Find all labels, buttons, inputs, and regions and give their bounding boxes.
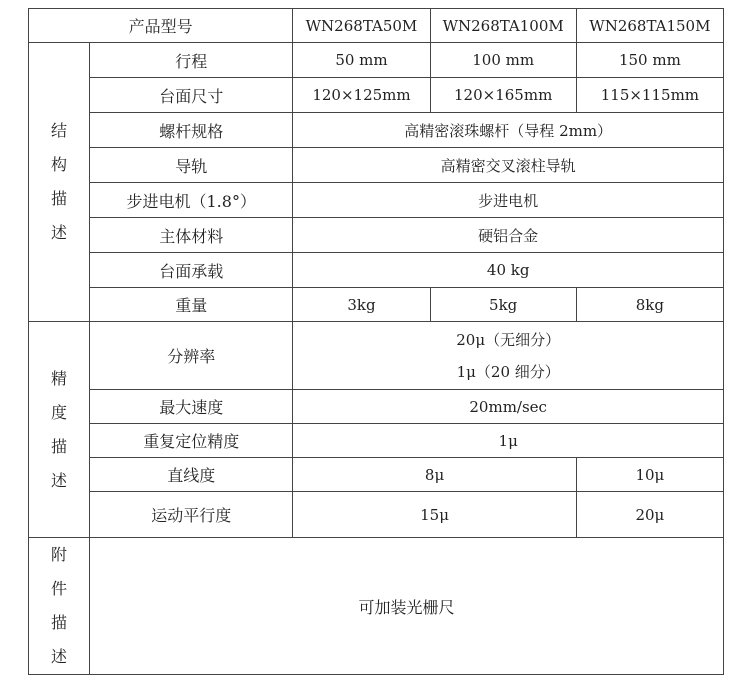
screw-row xyxy=(29,113,724,148)
accessory-row xyxy=(29,538,724,675)
resolution-row xyxy=(29,322,724,390)
motor-row xyxy=(29,183,724,218)
guide-value: 高精密交叉滚柱导轨 xyxy=(293,148,724,183)
header-row xyxy=(29,9,724,43)
table-size-value-150m: 115×115mm xyxy=(576,78,723,113)
structure-group-label: 结 构 描 述 xyxy=(29,43,90,322)
resolution-value-line2: 1μ（20 细分） xyxy=(456,362,560,381)
straightness-label: 直线度 xyxy=(90,458,293,492)
parallelism-value-50-100: 15μ xyxy=(293,492,576,538)
weight-value-100m: 5kg xyxy=(430,288,576,322)
model-100m: WN268TA100M xyxy=(430,9,576,43)
motor-label: 步进电机（1.8°） xyxy=(90,183,293,218)
load-value: 40 kg xyxy=(293,253,724,288)
precision-group-label: 精 度 描 述 xyxy=(29,322,90,538)
accessory-value: 可加装光栅尺 xyxy=(90,538,724,675)
max-speed-row xyxy=(29,390,724,424)
straightness-value-150m: 10μ xyxy=(576,458,723,492)
parallelism-row xyxy=(29,492,724,538)
stroke-value-50m: 50 mm xyxy=(293,43,430,78)
stroke-label: 行程 xyxy=(90,43,293,78)
stroke-row xyxy=(29,43,724,78)
weight-row xyxy=(29,288,724,322)
material-label: 主体材料 xyxy=(90,218,293,253)
table-size-value-50m: 120×125mm xyxy=(293,78,430,113)
table-size-label: 台面尺寸 xyxy=(90,78,293,113)
screw-value: 高精密滚珠螺杆（导程 2mm） xyxy=(293,113,724,148)
resolution-value-line1: 20μ（无细分） xyxy=(456,330,561,349)
repeatability-label: 重复定位精度 xyxy=(90,424,293,458)
resolution-value xyxy=(293,322,724,390)
guide-row xyxy=(29,148,724,183)
model-header-label: 产品型号 xyxy=(29,9,293,43)
weight-value-50m: 3kg xyxy=(293,288,430,322)
max-speed-value: 20mm/sec xyxy=(293,390,724,424)
repeatability-value: 1μ xyxy=(293,424,724,458)
weight-label: 重量 xyxy=(90,288,293,322)
model-50m: WN268TA50M xyxy=(293,9,430,43)
spec-table xyxy=(28,8,724,675)
material-value: 硬铝合金 xyxy=(293,218,724,253)
table-size-row xyxy=(29,78,724,113)
table-size-value-100m: 120×165mm xyxy=(430,78,576,113)
weight-value-150m: 8kg xyxy=(576,288,723,322)
straightness-value-50-100: 8μ xyxy=(293,458,576,492)
max-speed-label: 最大速度 xyxy=(90,390,293,424)
material-row xyxy=(29,218,724,253)
guide-label: 导轨 xyxy=(90,148,293,183)
repeatability-row xyxy=(29,424,724,458)
stroke-value-150m: 150 mm xyxy=(576,43,723,78)
screw-label: 螺杆规格 xyxy=(90,113,293,148)
motor-value: 步进电机 xyxy=(293,183,724,218)
straightness-row xyxy=(29,458,724,492)
model-150m: WN268TA150M xyxy=(576,9,723,43)
stroke-value-100m: 100 mm xyxy=(430,43,576,78)
load-row xyxy=(29,253,724,288)
resolution-label: 分辨率 xyxy=(90,322,293,390)
parallelism-value-150m: 20μ xyxy=(576,492,723,538)
load-label: 台面承载 xyxy=(90,253,293,288)
parallelism-label: 运动平行度 xyxy=(90,492,293,538)
accessory-group-label: 附 件 描 述 xyxy=(29,538,90,675)
